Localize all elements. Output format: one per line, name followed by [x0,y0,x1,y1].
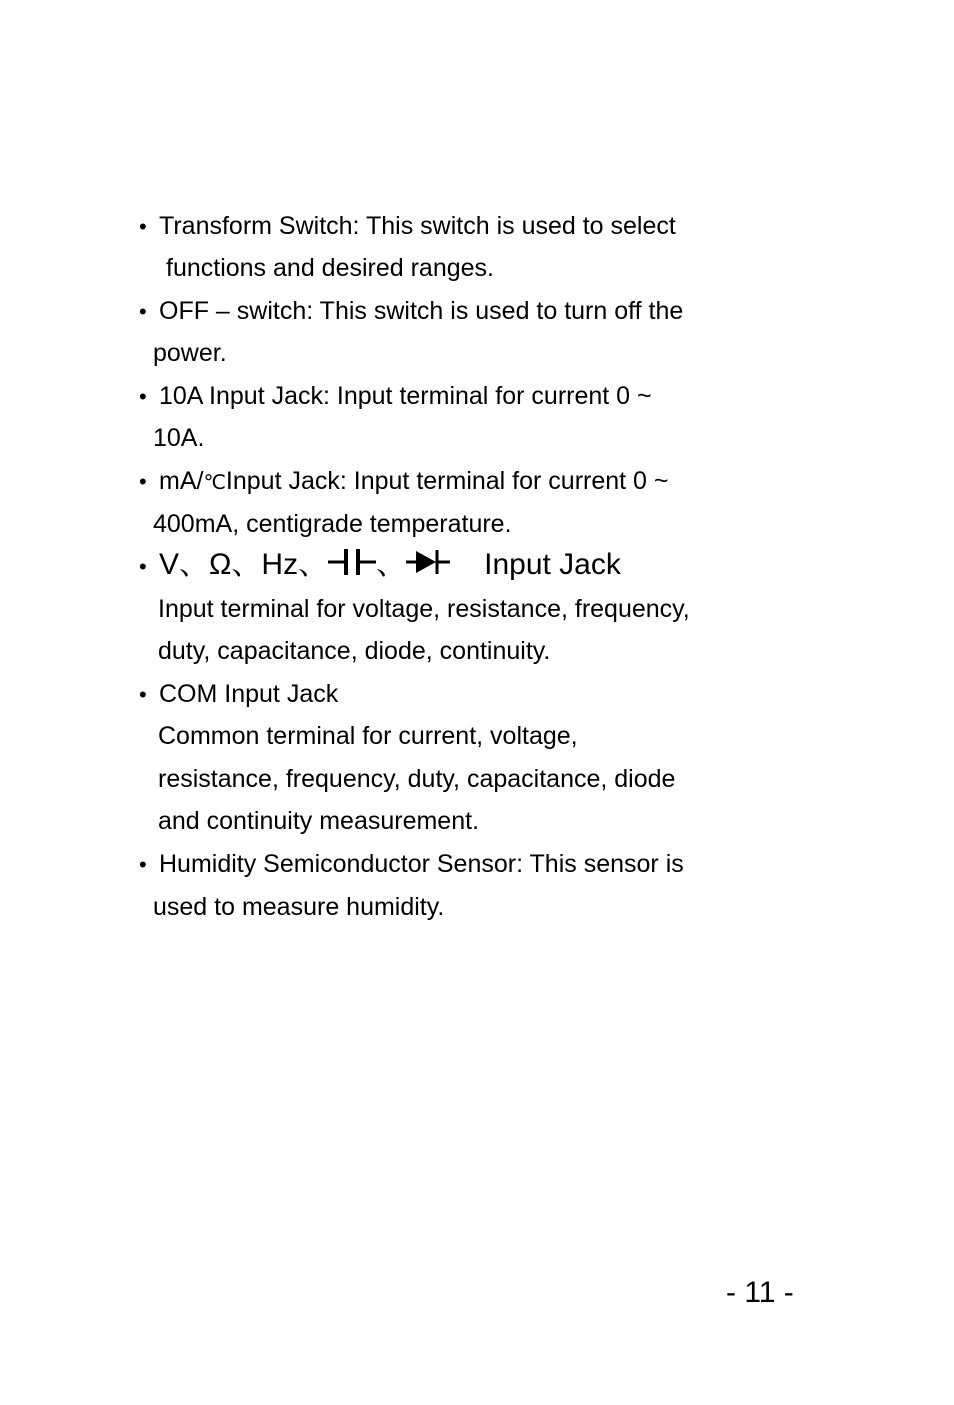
bullet: • [139,469,147,494]
item-com-jack-line-4: and continuity measurement. [158,807,480,835]
item-10a-jack-line-1 [139,381,652,412]
item-off-switch-line-1 [139,296,683,327]
item-humidity-sensor-line-1 [139,849,684,880]
item-prefix: mA/ [159,467,204,495]
item-text: Transform Switch: This switch is used to select [159,212,676,240]
item-transform-switch-line-1 [139,211,676,242]
item-ma-jack-line-2: 400mA, centigrade temperature. [153,510,512,538]
item-com-jack-line-2: Common terminal for current, voltage, [158,722,578,750]
item-text: 10A Input Jack: Input terminal for current 0 ~ [159,382,652,410]
bullet: • [139,384,147,409]
item-humidity-sensor-line-2: used to measure humidity. [153,893,445,921]
item-ma-jack-line-1 [139,466,669,497]
item-com-jack-line-1 [139,679,338,710]
bullet: • [139,682,147,707]
item-text: Input Jack: Input terminal for current 0 ~ [225,467,669,495]
bullet: • [139,553,147,579]
item-10a-jack-line-2: 10A. [153,424,205,452]
bullet: • [139,852,147,877]
item-v-ohm-jack-line-2: duty, capacitance, diode, continuity. [158,637,551,665]
celsius-symbol: ℃ [203,470,226,494]
item-text: Humidity Semiconductor Sensor: This sensor is [159,850,684,878]
item-heading-symbols: V、Ω、Hz、 [159,547,329,581]
item-transform-switch-line-2: functions and desired ranges. [166,254,494,282]
item-v-ohm-jack-line-1: Input terminal for voltage, resistance, frequency, [158,595,690,623]
item-heading-text: Input Jack [484,547,621,581]
item-heading-separator: 、 [376,547,407,581]
item-off-switch-line-2: power. [153,339,227,367]
item-text: OFF – switch: This switch is used to turn off the [159,297,684,325]
capacitor-icon [328,547,376,585]
page-number: - 11 - [726,1276,794,1309]
item-text: COM Input Jack [159,680,339,708]
item-com-jack-line-3: resistance, frequency, duty, capacitance, diode [158,765,676,793]
diode-icon [406,547,452,585]
bullet: • [139,299,147,324]
item-v-ohm-jack-heading [139,547,621,585]
bullet: • [139,214,147,239]
